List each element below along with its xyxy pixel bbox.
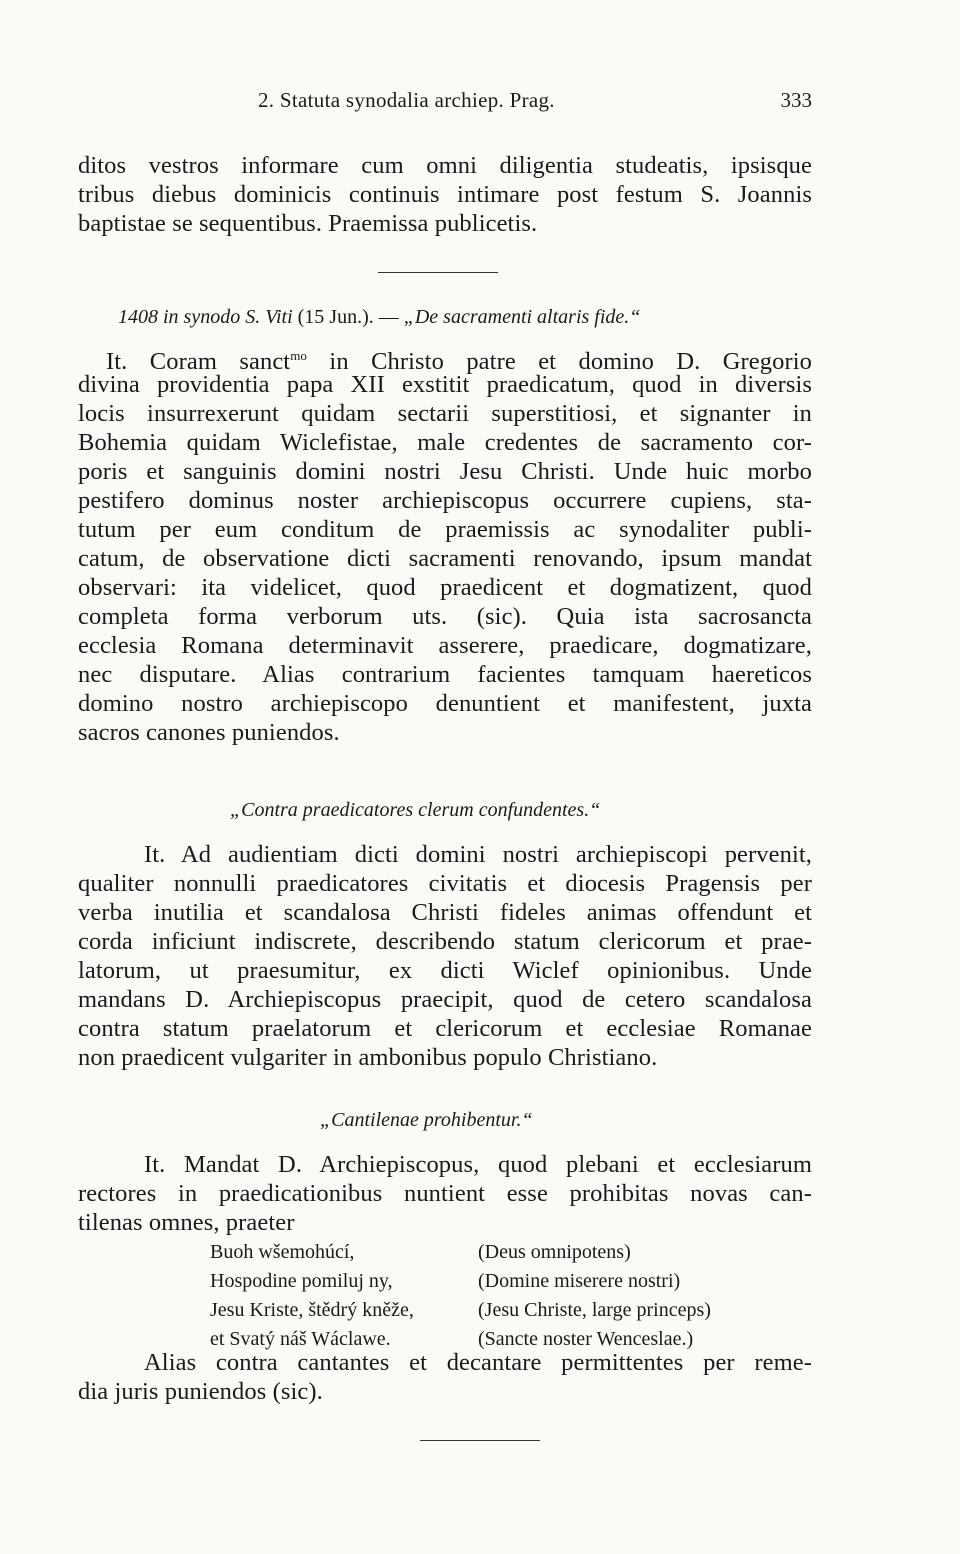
text-line: sacros canones puniendos.: [78, 719, 340, 746]
closing-divider: [420, 1440, 540, 1441]
closing-paragraph: [78, 1348, 812, 1406]
song-czech: Jesu Kriste, štědrý kněže,: [210, 1299, 414, 1321]
text-line: baptistae se sequentibus. Praemissa publicetis.: [78, 210, 538, 237]
synod-label: 1408 in synodo S. Viti: [118, 306, 293, 328]
text-line: It. Mandat D. Archiepiscopus, quod plebani et ecclesiarum: [144, 1151, 812, 1178]
song-latin: (Jesu Christe, large princeps): [478, 1299, 711, 1321]
text-line: contra statum praelatorum et clericorum et ecclesiae Romanae: [78, 1015, 812, 1042]
opening-paragraph: [78, 151, 812, 238]
text-line: ecclesia Romana determinavit asserere, praedicare, dogmatizare,: [78, 632, 812, 659]
synod-date: (15 Jun.).: [297, 306, 374, 328]
section-heading-1: [118, 306, 640, 329]
text-line: verba inutilia et scandalosa Christi fideles animas offendunt et: [78, 899, 812, 926]
song-latin: (Domine miserere nostri): [478, 1270, 681, 1292]
song-czech: Hospodine pomiluj ny,: [210, 1270, 393, 1292]
text-line: locis insurrexerunt quidam sectarii superstitiosi, et signanter in: [78, 400, 812, 427]
text-line: divina providentia papa XII exstitit praedicatum, quod in diversis: [78, 371, 812, 398]
paragraph-cantilenae: [78, 1150, 812, 1237]
page-number: 333: [780, 88, 812, 112]
text-line: completa forma verborum uts. (sic). Quia ista sacrosancta: [78, 603, 812, 630]
paragraph-praedicatores: [78, 840, 812, 1072]
section-divider: [378, 272, 498, 273]
song-row: [210, 1267, 810, 1296]
song-row: [210, 1296, 810, 1325]
song-latin: (Deus omnipotens): [478, 1241, 631, 1263]
song-czech: Buoh wšemohúcí,: [210, 1241, 355, 1263]
text-line: Bohemia quidam Wiclefistae, male credentes de sacramento cor-: [78, 429, 812, 456]
text-line: It. Ad audientiam dicti domini nostri archiepiscopi pervenit,: [144, 841, 812, 868]
text-line: tutum per eum conditum de praemissis ac synodaliter publi-: [78, 516, 812, 543]
superscript: mo: [290, 348, 308, 363]
text-line: mandans D. Archiepiscopus praecipit, quod de cetero scandalosa: [78, 986, 812, 1013]
text-line: ditos vestros informare cum omni diligentia studeatis, ipsisque: [78, 152, 812, 179]
text-line: poris et sanguinis domini nostri Jesu Christi. Unde huic morbo: [78, 458, 812, 485]
text-line: pestifero dominus noster archiepiscopus occurrere cupiens, sta-: [78, 487, 812, 514]
text-line: qualiter nonnulli praedicatores civitatis et diocesis Pragensis per: [78, 870, 812, 897]
text-segment: in Christo patre et domino D. Gregorio: [307, 348, 812, 375]
text-line: observari: ita videlicet, quod praedicent et dogmatizent, quod: [78, 574, 812, 601]
text-line: non praedicent vulgariter in ambonibus populo Christiano.: [78, 1044, 658, 1071]
heading-dash: —: [378, 306, 399, 328]
text-segment: It. Coram sanct: [106, 348, 291, 375]
heading-title: „De sacramenti altaris fide.“: [403, 306, 641, 328]
text-line: tilenas omnes, praeter: [78, 1209, 295, 1236]
permitted-songs-list: [210, 1238, 810, 1354]
text-line: dia juris puniendos (sic).: [78, 1378, 323, 1405]
text-line: latorum, ut praesumitur, ex dicti Wiclef opinionibus. Unde: [78, 957, 812, 984]
text-line: catum, de observatione dicti sacramenti renovando, ipsum mandat: [78, 545, 812, 572]
paragraph-sacramenti: [78, 341, 812, 747]
song-row: [210, 1238, 810, 1267]
text-line: domino nostro archiepiscopo denuntient et manifestent, juxta: [78, 690, 812, 717]
section-heading-2: „Contra praedicatores clerum confundentes.“: [230, 799, 601, 821]
running-title: 2. Statuta synodalia archiep. Prag.: [258, 88, 555, 112]
text-line: Alias contra cantantes et decantare permittentes per reme-: [144, 1349, 812, 1376]
text-line: corda inficiunt indiscrete, describendo statum clericorum et prae-: [78, 928, 812, 955]
song-latin: (Sancte noster Wenceslae.): [478, 1328, 694, 1350]
text-line: nec disputare. Alias contrarium facientes tamquam haereticos: [78, 661, 812, 688]
section-heading-3: „Cantilenae prohibentur.“: [320, 1109, 533, 1131]
text-line: tribus diebus dominicis continuis intimare post festum S. Joannis: [78, 181, 812, 208]
text-line: [78, 341, 812, 375]
song-czech: et Svatý náš Wáclawe.: [210, 1328, 391, 1350]
text-line: rectores in praedicationibus nuntient esse prohibitas novas can-: [78, 1180, 812, 1207]
